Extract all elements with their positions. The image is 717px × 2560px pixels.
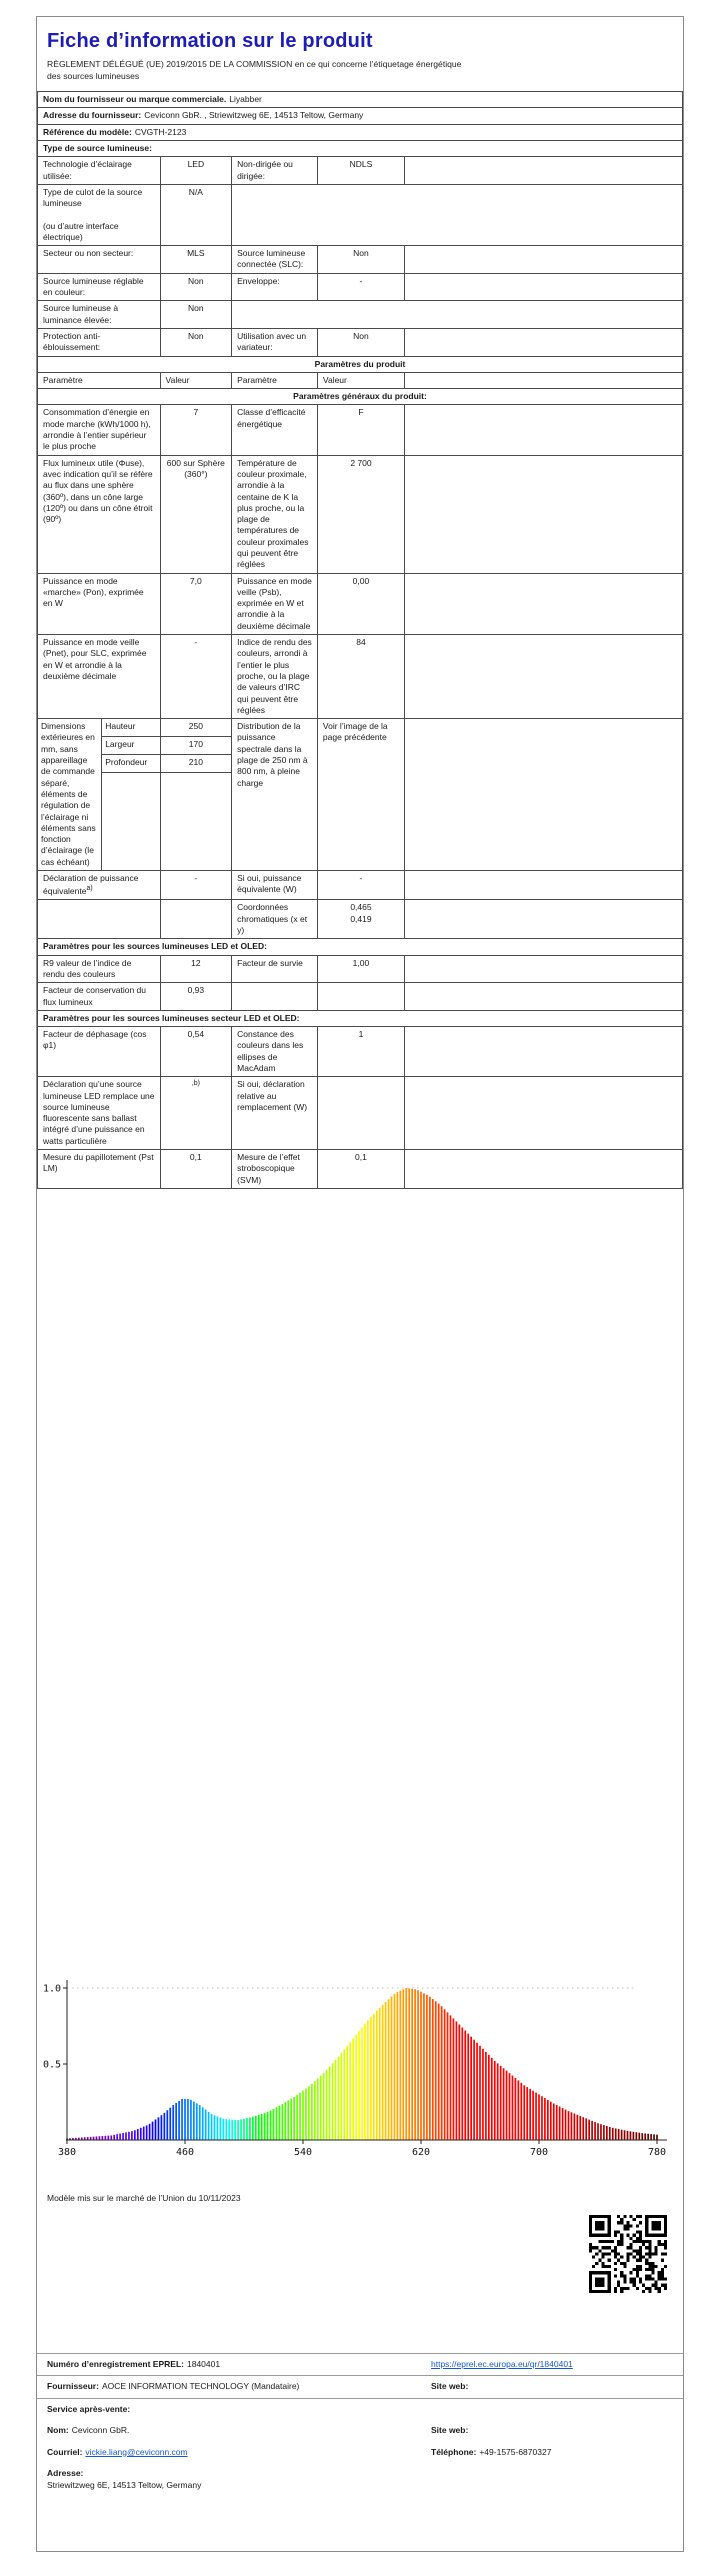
param-label: R9 valeur de l’indice de rendu des couleurs [38, 955, 161, 983]
eprel-link[interactable]: https://eprel.ec.europa.eu/qr/1840401 [431, 2359, 573, 2369]
param-label: Utilisation avec un variateur: [232, 328, 318, 356]
param-label: Type de culot de la source lumineuse (ou d’autre interface électrique) [38, 184, 161, 245]
table-row [38, 157, 683, 185]
empty-cell [404, 1027, 682, 1077]
spd-chart-svg [37, 1972, 683, 2177]
svg-text:780: 780 [647, 2147, 667, 2158]
empty-cell [404, 983, 682, 1011]
empty-cell [404, 273, 682, 301]
param-label: Déclaration de puissance équivalente$^{a)}$ [38, 871, 161, 900]
regulation-subtitle: RÈGLEMENT DÉLÉGUÉ (UE) 2019/2015 DE LA COMMISSION en ce qui concerne l’étiquetage énergétique des sources lumineuses [47, 59, 462, 81]
qr-code [589, 2215, 667, 2293]
param-label: Enveloppe: [232, 273, 318, 301]
chromaticity-y: 0,419 [350, 913, 372, 924]
empty-cell [404, 900, 682, 939]
param-value: Non [317, 246, 404, 274]
dim-sublabel: Largeur [102, 737, 159, 755]
address-value: Striewitzweg 6E, 14513 Teltow, Germany [47, 2479, 202, 2490]
table-row [38, 955, 683, 983]
supplier-name-value: Liyabber [229, 94, 262, 105]
email-label: Courriel: [47, 2446, 83, 2457]
param-value: N/A [160, 184, 232, 245]
band-led-params: Paramètres pour les sources lumineuses LED et OLED: [38, 939, 683, 955]
param-label: Coordonnées chromatiques (x et y) [232, 900, 318, 939]
dimensions-param-cell [38, 719, 161, 871]
dim-value: 210 [161, 755, 232, 773]
svg-text:0.5: 0.5 [42, 2059, 61, 2071]
market-date: Modèle mis sur le marché de l’Union du 10/11/2023 [47, 2193, 241, 2203]
param-label: Secteur ou non secteur: [38, 246, 161, 274]
param-value [317, 900, 404, 939]
page-title: Fiche d’information sur le produit [47, 30, 373, 52]
table-row [38, 871, 683, 900]
param-label: Mesure du papillotement (Pst LM) [38, 1150, 161, 1189]
param-label: Déclaration qu’une source lumineuse LED remplace une source lumineuse fluorescente sans ballast intégré d’une puissance en watts particulière [38, 1077, 161, 1150]
param-label: Source lumineuse réglable en couleur: [38, 273, 161, 301]
param-value: 7,0 [160, 573, 232, 634]
dim-value: 170 [161, 737, 232, 755]
param-label: Protection anti-éblouissement: [38, 328, 161, 356]
param-value: 84 [317, 635, 404, 719]
table-row [38, 328, 683, 356]
svg-text:380: 380 [57, 2147, 77, 2158]
param-label: Facteur de déphasage (cos φ1) [38, 1027, 161, 1077]
empty-cell [38, 900, 161, 939]
param-value [317, 983, 404, 1011]
param-value: 0,93 [160, 983, 232, 1011]
model-value: CVGTH-2123 [134, 126, 187, 137]
param-label: Si oui, déclaration relative au remplacement (W) [232, 1077, 318, 1150]
param-label: Facteur de survie [232, 955, 318, 983]
band-mains-params: Paramètres pour les sources lumineuses secteur LED et OLED: [38, 1010, 683, 1026]
empty-cell [232, 301, 683, 329]
param-value: F [317, 405, 404, 455]
empty-cell [404, 455, 682, 573]
table-row [38, 405, 683, 455]
empty-cell [404, 573, 682, 634]
param-label: Mesure de l’effet stroboscopique (SVM) [232, 1150, 318, 1189]
empty-cell [404, 246, 682, 274]
param-value: - [317, 273, 404, 301]
param-value: Non [160, 328, 232, 356]
band-row [38, 1010, 683, 1026]
table-row [38, 635, 683, 719]
col-header: Valeur [317, 372, 404, 388]
svg-text:540: 540 [293, 2147, 313, 2158]
param-value: 0,00 [317, 573, 404, 634]
col-header: Paramètre [38, 372, 161, 388]
name-value: Ceviconn GbR. [71, 2425, 130, 2436]
dimensions-sublabels [101, 719, 159, 870]
empty-cell [404, 157, 682, 185]
empty-cell [404, 328, 682, 356]
empty-cell [404, 405, 682, 455]
market-date-row [37, 2193, 683, 2203]
param-label: Consommation d’énergie en mode marche (kWh/1000 h), arrondie à l’entier supérieur le plus proche [38, 405, 161, 455]
empty-cell [404, 372, 682, 388]
band-row [38, 356, 683, 372]
dim-value: 250 [161, 719, 232, 737]
table-row [38, 246, 683, 274]
model-label: Référence du modèle: [43, 126, 132, 137]
param-label [232, 983, 318, 1011]
eprel-label: Numéro d’enregistrement EPREL: [47, 2359, 184, 2369]
supplier-name-label: Nom du fournisseur ou marque commerciale. [43, 94, 227, 105]
dim-sublabel: Profondeur [102, 755, 159, 773]
phone-label: Téléphone: [431, 2446, 477, 2457]
supplier-address-label: Adresse du fournisseur: [43, 110, 142, 121]
email-link[interactable]: vickie.liang@ceviconn.com [85, 2446, 188, 2457]
param-value: Non [160, 273, 232, 301]
param-value: LED [160, 157, 232, 185]
supplier-address-row [38, 108, 683, 124]
empty-cell [404, 955, 682, 983]
svg-text:620: 620 [411, 2147, 431, 2158]
supplier-address-value: Ceviconn GbR. , Striewitzweg 6E, 14513 Teltow, Germany [144, 110, 364, 121]
param-label: Température de couleur proximale, arrondie à la centaine de K la plus proche, ou la plage de températures de couleur proximales qui peuvent être réglées [232, 455, 318, 573]
empty-cell [404, 871, 682, 900]
eprel-number: 1840401 [186, 2359, 221, 2369]
contact-section [37, 2353, 683, 2496]
param-label: Facteur de conservation du flux lumineux [38, 983, 161, 1011]
param-label: Technologie d’éclairage utilisée: [38, 157, 161, 185]
param-label: Puissance en mode «marche» (Pon), exprimée en W [38, 573, 161, 634]
param-value: MLS [160, 246, 232, 274]
param-value: Non [160, 301, 232, 329]
product-fiche [36, 16, 684, 2552]
svg-text:1.0: 1.0 [42, 1983, 61, 1995]
supplier-value: AOCE INFORMATION TECHNOLOGY (Mandataire) [101, 2381, 300, 2392]
table-row [38, 301, 683, 329]
param-value: 0,1 [160, 1150, 232, 1189]
param-value: 12 [160, 955, 232, 983]
empty-cell [404, 1077, 682, 1150]
param-label: Distribution de la puissance spectrale dans la plage de 250 nm à 800 nm, à pleine charge [232, 719, 318, 871]
param-value: 1 [317, 1027, 404, 1077]
address-label: Adresse: [47, 2468, 84, 2479]
band-product-params: Paramètres du produit [38, 356, 683, 372]
phone-value: +49-1575-6870327 [479, 2446, 552, 2457]
empty-cell [404, 635, 682, 719]
param-value: Non [317, 328, 404, 356]
fiche-table [37, 91, 683, 1189]
band-row [38, 389, 683, 405]
name-row [37, 2420, 683, 2441]
svg-text:460: 460 [175, 2147, 195, 2158]
model-reference-row [38, 124, 683, 140]
table-row [38, 983, 683, 1011]
supplier-row [37, 2375, 683, 2397]
empty-cell [404, 719, 682, 871]
band-row [38, 939, 683, 955]
table-row [38, 273, 683, 301]
param-value [160, 1077, 232, 1150]
param-value: 1,00 [317, 955, 404, 983]
param-label: Si oui, puissance équivalente (W) [232, 871, 318, 900]
address-row [37, 2463, 683, 2496]
param-value: 2 700 [317, 455, 404, 573]
param-value [317, 1077, 404, 1150]
email-row [37, 2442, 683, 2463]
empty-cell [404, 1150, 682, 1189]
after-sales-row [37, 2398, 683, 2420]
param-label: Puissance en mode veille (Pnet), pour SLC, exprimée en W et arrondie à la deuxième décimale [38, 635, 161, 719]
dimensions-label: Dimensions extérieures en mm, sans appareillage de commande séparé, éléments de régulation de l’éclairage ni éléments sans fonction d’éclairage (le cas échéant) [41, 721, 96, 867]
table-row [38, 1027, 683, 1077]
param-label: Constance des couleurs dans les ellipses de MacAdam [232, 1027, 318, 1077]
param-value: - [160, 635, 232, 719]
table-row [38, 184, 683, 245]
table-row [38, 1077, 683, 1150]
siteweb-label: Site web: [431, 2425, 469, 2436]
param-value: 7 [160, 405, 232, 455]
param-label: Source lumineuse à luminance élevée: [38, 301, 161, 329]
supplier-name-row [38, 92, 683, 108]
spectral-distribution-chart [37, 1972, 683, 2177]
table-row [38, 1150, 683, 1189]
name-label: Nom: [47, 2425, 69, 2436]
param-value: NDLS [317, 157, 404, 185]
empty-cell [160, 900, 232, 939]
footnote-marker: a) [86, 885, 93, 893]
param-label: Puissance en mode veille (Psb), exprimée en W et arrondie à la deuxième décimale [232, 573, 318, 634]
param-label: Non-dirigée ou dirigée: [232, 157, 318, 185]
after-sales-label: Service après-vente: [47, 2403, 131, 2414]
source-type-header: Type de source lumineuse: [38, 141, 683, 157]
param-label: Source lumineuse connectée (SLC): [232, 246, 318, 274]
source-type-header-row [38, 141, 683, 157]
col-header: Paramètre [232, 372, 318, 388]
empty-cell [232, 184, 683, 245]
param-value: Voir l’image de la page précédente [317, 719, 404, 871]
eprel-row [37, 2353, 683, 2375]
param-value: 0,1 [317, 1150, 404, 1189]
band-general-params: Paramètres généraux du produit: [38, 389, 683, 405]
table-row [38, 900, 683, 939]
param-value: 0,54 [160, 1027, 232, 1077]
param-label: Classe d’efficacité énergétique [232, 405, 318, 455]
svg-text:700: 700 [529, 2147, 549, 2158]
param-value: - [317, 871, 404, 900]
param-value: 600 sur Sphère (360°) [160, 455, 232, 573]
column-header-row [38, 372, 683, 388]
col-header: Valeur [160, 372, 232, 388]
supplier-label: Fournisseur: [47, 2381, 99, 2392]
param-label: Flux lumineux utile (Φuse), avec indication qu’il se réfère au flux dans une sphère (360º), dans un cône large (120º) ou dans un cône étroit (90º) [38, 455, 161, 573]
dimensions-row [38, 719, 683, 871]
dimensions-value-cell [160, 719, 232, 871]
dim-sublabel: Hauteur [102, 719, 159, 737]
chromaticity-x: 0,465 [350, 902, 372, 913]
param-label: Indice de rendu des couleurs, arrondi à l’entier le plus proche, ou la plage de valeurs d’IRC qui peuvent être réglées [232, 635, 318, 719]
param-value: - [160, 871, 232, 900]
table-row [38, 455, 683, 573]
footnote-marker: ,b) [191, 1080, 200, 1088]
header [37, 17, 683, 82]
table-row [38, 573, 683, 634]
siteweb-label: Site web: [431, 2381, 469, 2392]
